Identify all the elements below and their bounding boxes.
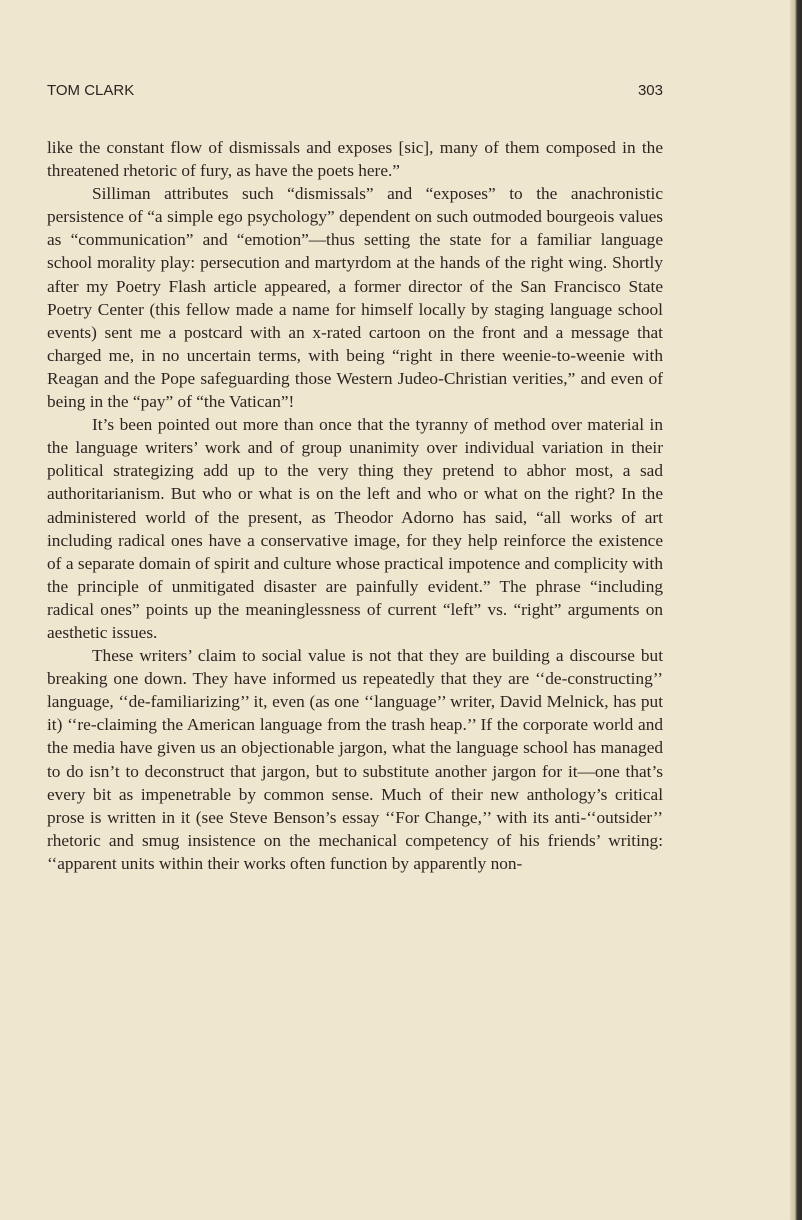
page-edge-shadow [790,0,802,1220]
running-head-author: TOM CLARK [47,82,135,99]
body-text [47,136,663,875]
paragraph: These writers’ claim to social value is not that they are building a discourse but breaking one down. They have informed us repeatedly that they are ‘‘de-constructing’’ language, ‘‘de-familiarizing’’ it, even (as one ‘‘language’’ writer, David Melnick, has put it) ‘‘re-claiming the American language from the trash heap.’’ If the corporate world and the media have given us an objectionable jargon, what the language school has managed to do isn’t to deconstruct that jargon, but to substitute another jargon for it—one that’s every bit as impenetrable by common sense. Much of their new anthology’s critical prose is written in it (see Steve Benson’s essay ‘‘For Change,’’ with its anti-‘‘outsider’’ rhetoric and smug insistence on the mechanical competency of his friends’ writing: ‘‘apparent units within their works often function by apparently non- [47,646,663,873]
paragraph: It’s been pointed out more than once that the tyranny of method over material in the language writers’ work and of group unanimity over individual variation in their political strategizing add up to the very thing they pretend to abhor most, a sad authoritarianism. But who or what is on the left and who or what on the right? In the administered world of the present, as Theodor Adorno has said, “all works of art including radical ones have a conservative image, for they help reinforce the existence of a separate domain of spirit and culture whose practical impotence and complicity with the principle of unmitigated disaster are painfully evident.” The phrase “including radical ones” points up the meaninglessness of current “left” vs. “right” arguments on aesthetic issues. [47,415,663,642]
paragraph: Silliman attributes such “dismissals” and “exposes” to the anachronistic persistence of “a simple ego psychology” dependent on such outmoded bourgeois values as “communication” and “emotion”—thus setting the state for a familiar language school morality play: persecution and martyrdom at the hands of the right wing. Shortly after my Poetry Flash article appeared, a former director of the San Francisco State Poetry Center (this fellow made a name for himself locally by staging language school events) sent me a postcard with an x-rated cartoon on the front and a message that charged me, in no uncertain terms, with being “right in there weenie-to-weenie with Reagan and the Pope safeguarding those Western Judeo-Christian verities,” and even of being in the “pay” of “the Vatican”! [47,184,663,412]
paragraph-continued: like the constant flow of dismissals and exposes [sic], many of them composed in the threatened rhetoric of fury, as have the poets here.” [47,138,663,181]
page-number: 303 [637,82,663,99]
